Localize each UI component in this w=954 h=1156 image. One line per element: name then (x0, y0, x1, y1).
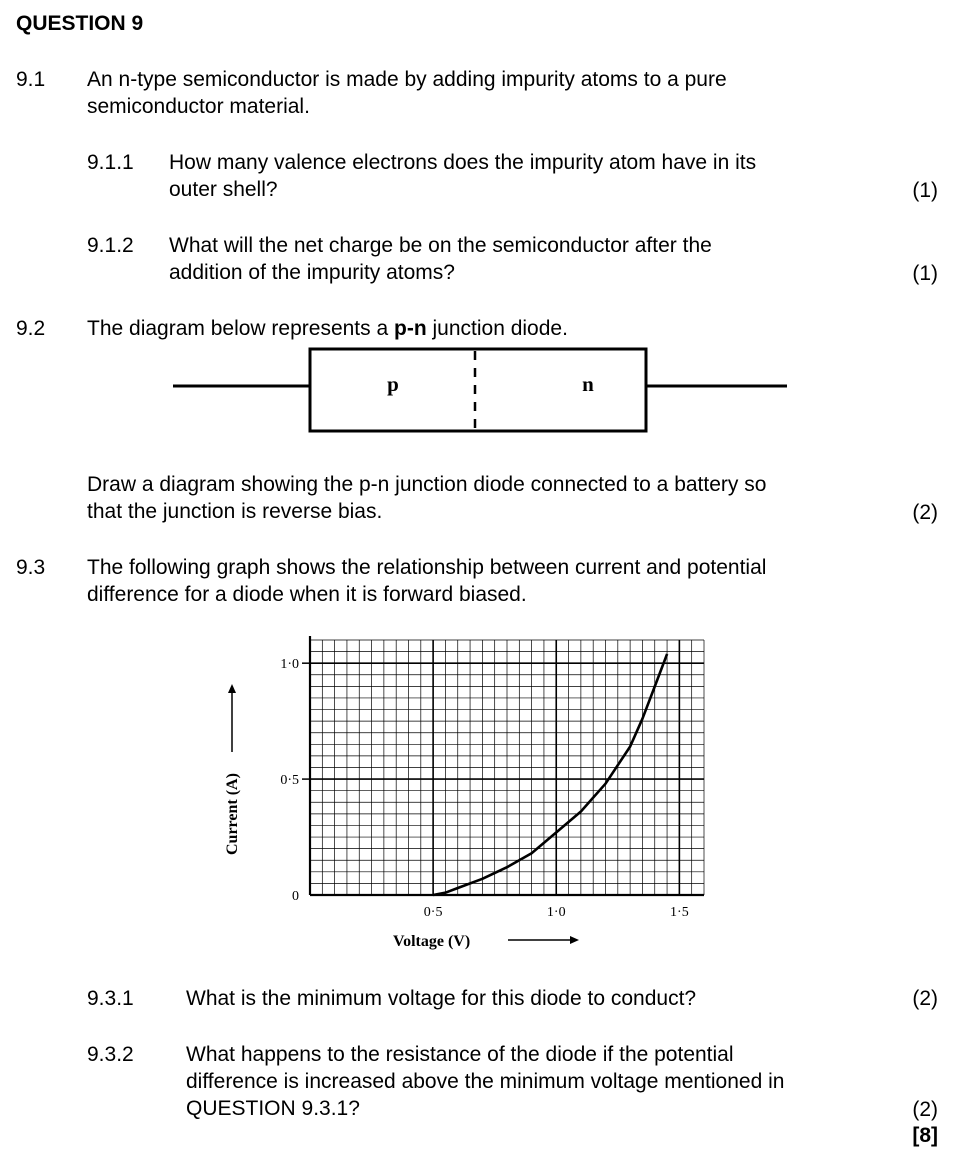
q92-text-before: The diagram below represents a (87, 317, 394, 340)
q91-text-line2: semiconductor material. (87, 95, 310, 118)
y-tick-label: 0 (292, 889, 299, 904)
q92-text-bold: p-n (394, 317, 427, 340)
n-label: n (582, 372, 594, 396)
q91-text-line1: An n-type semiconductor is made by adding impurity atoms to a pure (87, 68, 727, 91)
question-title: QUESTION 9 (16, 12, 144, 35)
chart-grid (310, 640, 704, 895)
question-total: [8] (912, 1124, 938, 1147)
q92-marks: (2) (912, 501, 938, 524)
q931-number: 9.3.1 (87, 987, 134, 1010)
chart-labels (224, 657, 689, 950)
q91-number: 9.1 (16, 68, 46, 91)
y-tick-label: 0·5 (280, 773, 299, 789)
x-tick-label: 1·5 (670, 905, 689, 920)
q911-number: 9.1.1 (87, 151, 134, 174)
q932-text-line2: difference is increased above the minimum voltage mentioned in (186, 1070, 785, 1093)
y-axis-arrow-head (228, 684, 236, 693)
iv-curve (433, 654, 667, 895)
q911-marks: (1) (912, 179, 938, 202)
q912-number: 9.1.2 (87, 234, 134, 257)
q92-text-after: junction diode. (426, 317, 568, 340)
q932-text-line1: What happens to the resistance of the diode if the potential (186, 1043, 734, 1066)
y-tick-label: 1·0 (280, 657, 299, 673)
q93-text-line2: difference for a diode when it is forward biased. (87, 583, 527, 606)
q931-text: What is the minimum voltage for this diode to conduct? (186, 987, 697, 1010)
p-label: p (387, 372, 399, 396)
q92-instruction-line1: Draw a diagram showing the p-n junction diode connected to a battery so (87, 473, 767, 496)
q93-number: 9.3 (16, 556, 46, 579)
q912-text-line2: addition of the impurity atoms? (169, 261, 455, 284)
chart-series (433, 654, 667, 895)
x-axis-label: Voltage (V) (393, 933, 471, 950)
q931-marks: (2) (912, 987, 938, 1010)
q92-instruction-line2: that the junction is reverse bias. (87, 500, 383, 523)
q911-text-line1: How many valence electrons does the impurity atom have in its (169, 151, 757, 174)
q912-text-line1: What will the net charge be on the semiconductor after the (169, 234, 712, 257)
q93-text-line1: The following graph shows the relationship between current and potential (87, 556, 767, 579)
y-axis-label: Current (A) (224, 773, 241, 855)
q912-marks: (1) (912, 262, 938, 285)
q932-marks: (2) (912, 1098, 938, 1121)
x-tick-label: 1·0 (546, 905, 566, 920)
q932-number: 9.3.2 (87, 1043, 134, 1066)
q932-text-line3: QUESTION 9.3.1? (186, 1097, 360, 1120)
x-axis-arrow-head (570, 936, 579, 944)
x-tick-label: 0·5 (423, 905, 443, 920)
q92-number: 9.2 (16, 317, 46, 340)
q911-text-line2: outer shell? (169, 178, 278, 201)
